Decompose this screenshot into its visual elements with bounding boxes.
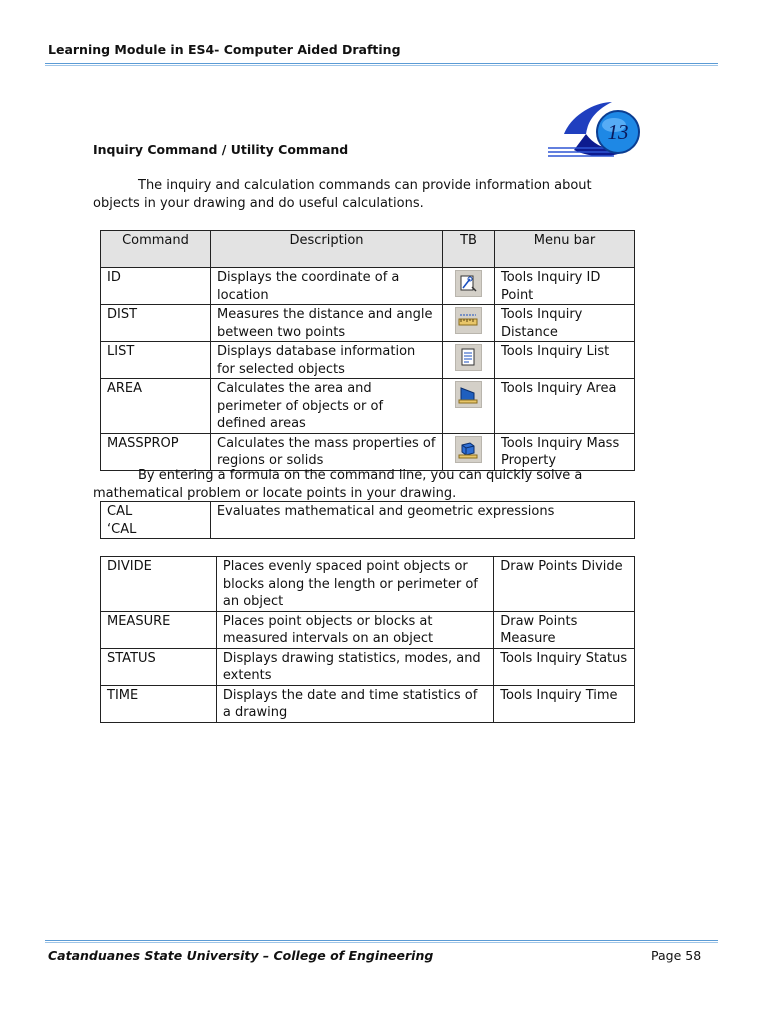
menu-bar-cell: Tools Inquiry Status bbox=[494, 648, 635, 685]
menu-bar-cell: Tools Inquiry List bbox=[495, 342, 635, 379]
table-row bbox=[101, 305, 635, 342]
calculation-paragraph: By entering a formula on the command line, you can quickly solve a mathematical problem or locate points in your drawing. bbox=[93, 468, 583, 501]
id-point-icon bbox=[455, 270, 482, 297]
table-row bbox=[101, 685, 635, 722]
utility-command-table bbox=[100, 556, 635, 723]
menu-bar-cell: Tools Inquiry Mass Property bbox=[495, 433, 635, 470]
table-row bbox=[101, 379, 635, 434]
command-cell: STATUS bbox=[101, 648, 217, 685]
menu-bar-cell: Draw Points Measure bbox=[494, 611, 635, 648]
column-header-command: Command bbox=[101, 231, 211, 268]
description-cell: Calculates the area and perimeter of objects or of defined areas bbox=[211, 379, 443, 434]
menu-bar-cell: Tools Inquiry ID Point bbox=[495, 268, 635, 305]
description-cell: Calculates the mass properties of regions or solids bbox=[211, 433, 443, 470]
description-cell: Places point objects or blocks at measured intervals on an object bbox=[216, 611, 493, 648]
command-cell: MEASURE bbox=[101, 611, 217, 648]
table-row bbox=[101, 648, 635, 685]
inquiry-command-table bbox=[100, 230, 635, 471]
description-cell: Places evenly spaced point objects or blocks along the length or perimeter of an object bbox=[216, 557, 493, 612]
footer-rule bbox=[45, 940, 718, 943]
chapter-badge bbox=[544, 100, 648, 160]
description-cell: Displays database information for selected objects bbox=[211, 342, 443, 379]
document-header-title: Learning Module in ES4- Computer Aided Drafting bbox=[48, 42, 401, 57]
distance-icon bbox=[455, 307, 482, 334]
chapter-number: 13 bbox=[607, 120, 629, 144]
page-number: Page 58 bbox=[651, 948, 702, 963]
description-cell: Evaluates mathematical and geometric expressions bbox=[210, 502, 634, 539]
table-row bbox=[101, 557, 635, 612]
cal-command-table bbox=[100, 501, 635, 539]
table-row bbox=[101, 611, 635, 648]
command-cell: AREA bbox=[101, 379, 211, 434]
command-cell: CAL ‘CAL bbox=[101, 502, 211, 539]
section-title: Inquiry Command / Utility Command bbox=[93, 142, 349, 157]
column-header-menu-bar: Menu bar bbox=[495, 231, 635, 268]
description-cell: Displays drawing statistics, modes, and extents bbox=[216, 648, 493, 685]
header-rule bbox=[45, 63, 718, 66]
column-header-description: Description bbox=[211, 231, 443, 268]
area-icon bbox=[455, 381, 482, 408]
list-icon bbox=[455, 344, 482, 371]
mass-properties-icon bbox=[455, 436, 482, 463]
command-cell: ID bbox=[101, 268, 211, 305]
footer-institution: Catanduanes State University – College of Engineering bbox=[48, 948, 434, 963]
command-cell: MASSPROP bbox=[101, 433, 211, 470]
table-row bbox=[101, 433, 635, 470]
description-cell: Displays the coordinate of a location bbox=[211, 268, 443, 305]
column-header-tb: TB bbox=[443, 231, 495, 268]
description-cell: Displays the date and time statistics of a drawing bbox=[216, 685, 493, 722]
command-cell: DIST bbox=[101, 305, 211, 342]
menu-bar-cell: Tools Inquiry Distance bbox=[495, 305, 635, 342]
table-header-row bbox=[101, 231, 635, 268]
table-row bbox=[101, 502, 635, 539]
intro-paragraph: The inquiry and calculation commands can provide information about objects in your drawing and do useful calculations. bbox=[93, 178, 592, 211]
menu-bar-cell: Draw Points Divide bbox=[494, 557, 635, 612]
menu-bar-cell: Tools Inquiry Time bbox=[494, 685, 635, 722]
menu-bar-cell: Tools Inquiry Area bbox=[495, 379, 635, 434]
command-cell: DIVIDE bbox=[101, 557, 217, 612]
table-row bbox=[101, 268, 635, 305]
command-cell: TIME bbox=[101, 685, 217, 722]
command-cell: LIST bbox=[101, 342, 211, 379]
table-row bbox=[101, 342, 635, 379]
description-cell: Measures the distance and angle between two points bbox=[211, 305, 443, 342]
